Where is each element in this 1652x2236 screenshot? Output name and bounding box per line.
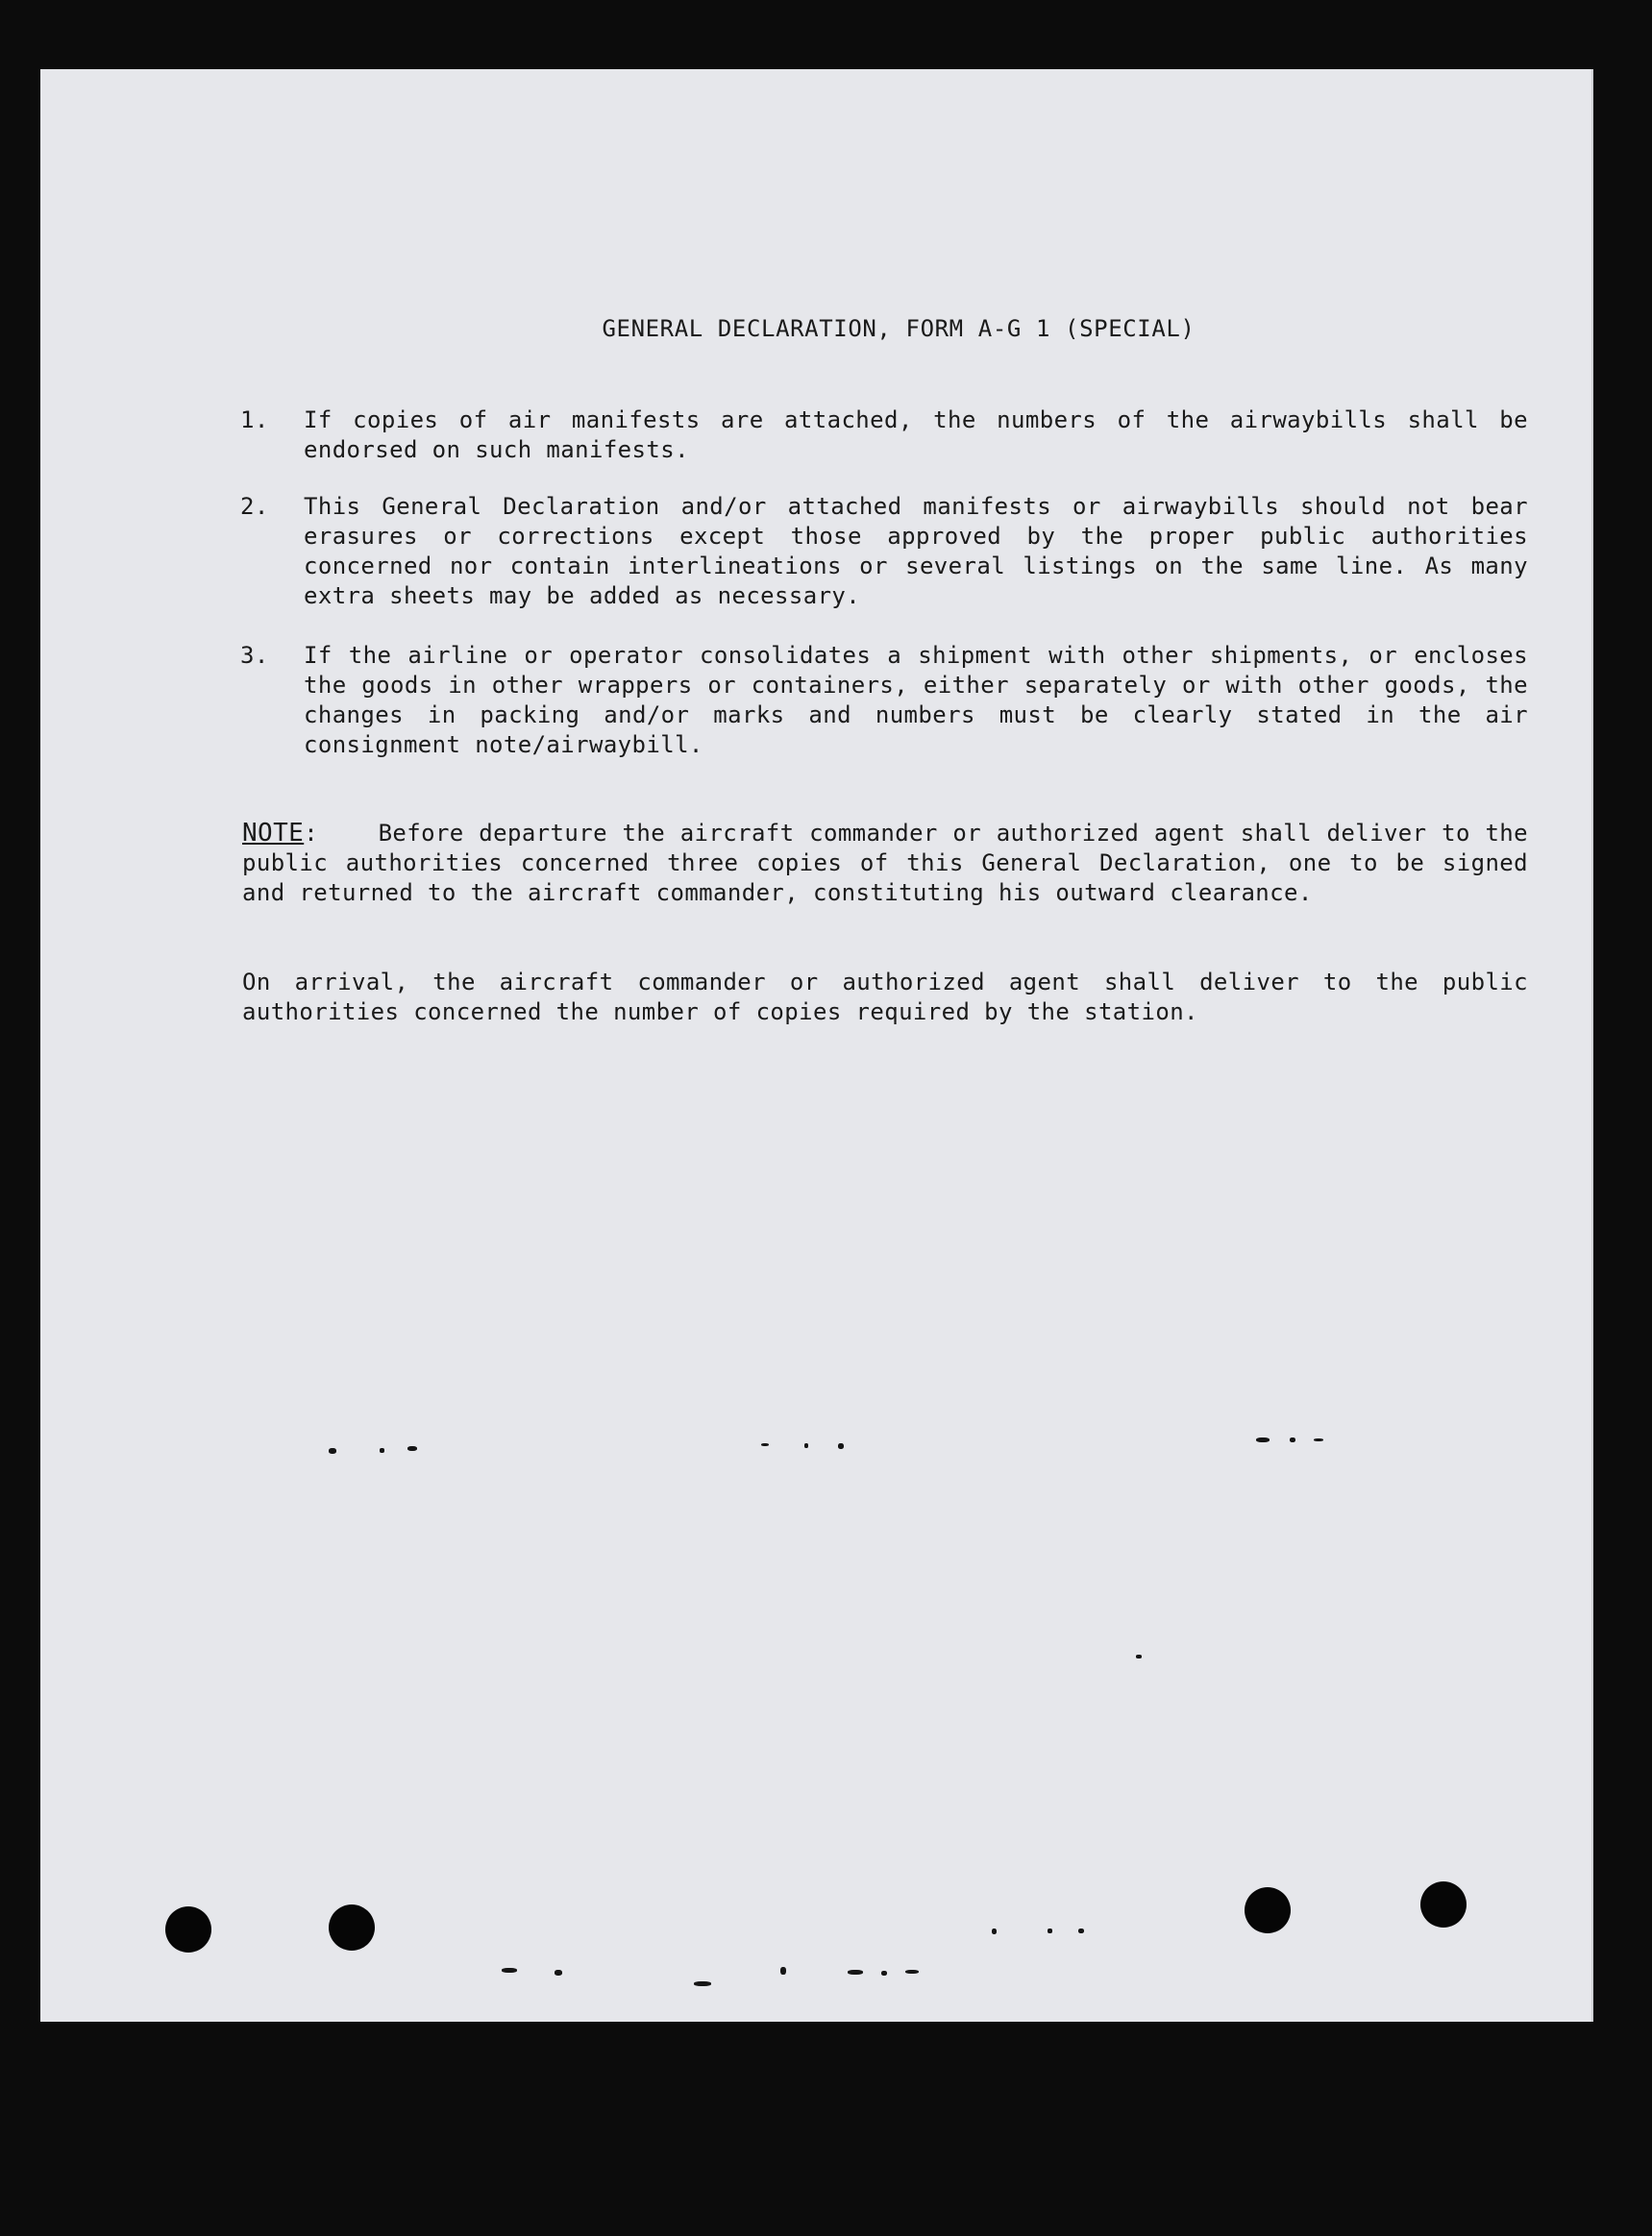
punch-holes: [40, 69, 1591, 2022]
speck: [804, 1443, 808, 1448]
note-text: Before departure the aircraft commander or authorized agent shall deliver to the public authorities concerned three copies of this General Declaration, one to be signed and returned to the aircraft commander, constituting his outward clearance.: [242, 820, 1528, 906]
speck: [1136, 1655, 1142, 1659]
speck: [838, 1443, 844, 1449]
speck: [1048, 1929, 1052, 1933]
speck: [848, 1970, 863, 1975]
item-text: If the airline or operator consolidates a shipment with other shipments, or encloses the goods in other wrappers or containers, either separately or with other goods, the changes in packing and/or marks and numbers must be clearly stated in the air consignment note/airwaybill.: [304, 642, 1528, 758]
document-title: GENERAL DECLARATION, FORM A-G 1 (SPECIAL): [602, 315, 1196, 342]
punch-hole: [1420, 1881, 1467, 1928]
punch-hole: [329, 1904, 375, 1951]
speck: [905, 1970, 919, 1974]
arrival-paragraph: On arrival, the aircraft commander or authorized agent shall deliver to the public authorities concerned the number of copies required by the station.: [242, 969, 1528, 1025]
speck: [992, 1929, 997, 1934]
speck: [1290, 1437, 1295, 1442]
document-page: [40, 69, 1593, 2022]
item-number: 2.: [240, 493, 269, 520]
item-text: If copies of air manifests are attached, the numbers of the airwaybills shall be endorsed on such manifests.: [304, 406, 1528, 463]
note-label: NOTE: [242, 819, 305, 848]
item-text: This General Declaration and/or attached manifests or airwaybills should not bear erasures or corrections except those approved by the proper public authorities concerned nor contain interlineations or several listings on the same line. As many extra sheets may be added as necessary.: [304, 493, 1528, 609]
speck: [329, 1448, 336, 1454]
item-number: 3.: [240, 642, 269, 669]
speck: [780, 1967, 786, 1975]
speck: [1078, 1929, 1084, 1933]
speck: [407, 1446, 417, 1451]
speck: [694, 1981, 711, 1986]
speck: [555, 1970, 562, 1976]
speck: [1256, 1437, 1270, 1442]
item-number: 1.: [240, 406, 269, 433]
speck: [761, 1443, 769, 1446]
speck: [502, 1968, 517, 1973]
note-separator: :: [304, 820, 319, 847]
punch-hole: [165, 1906, 211, 1953]
speck: [380, 1448, 384, 1453]
speck: [1314, 1438, 1323, 1441]
punch-hole: [1245, 1887, 1291, 1933]
speck: [881, 1971, 887, 1976]
